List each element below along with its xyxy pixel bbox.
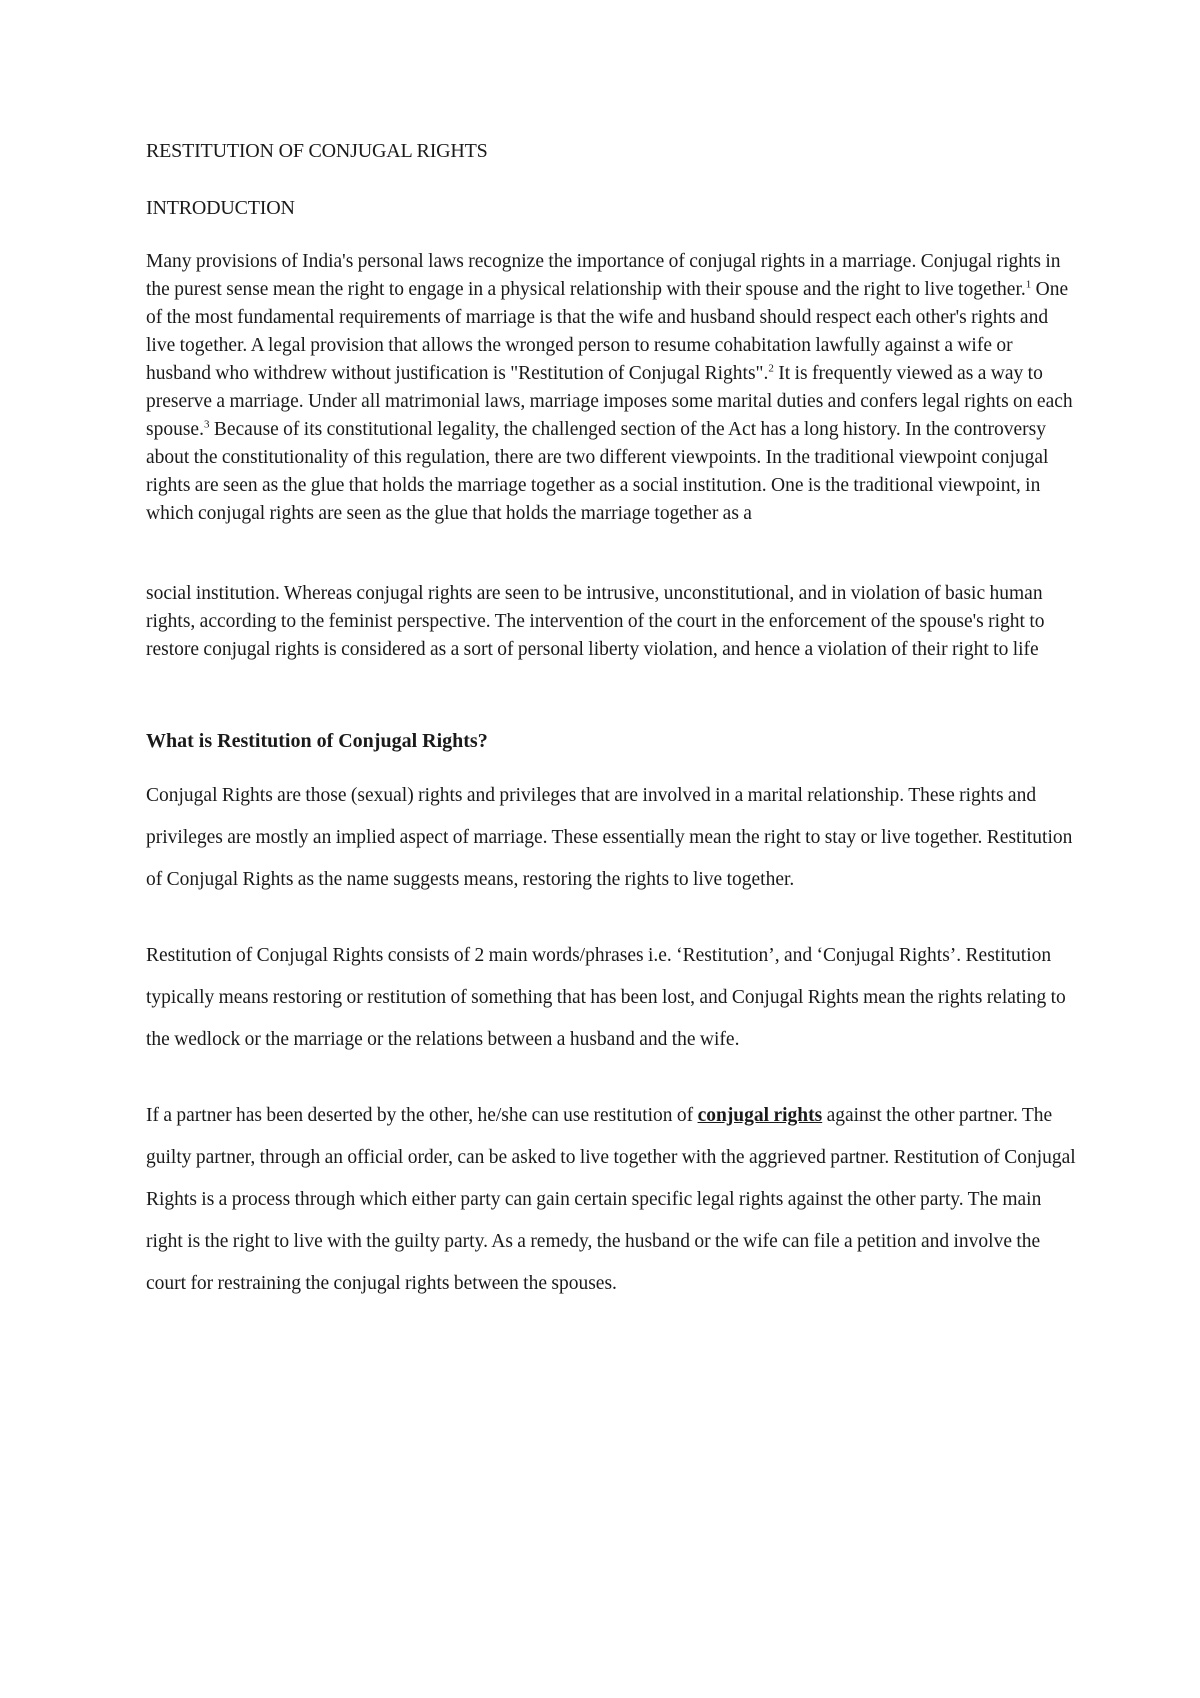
introduction-heading: INTRODUCTION <box>146 197 295 219</box>
document-title: RESTITUTION OF CONJUGAL RIGHTS <box>146 140 488 162</box>
intro-text-2: One of the most fundamental requirements of marriage is that the wife and husband should respect each other's rights and live together. A legal provision that allows the wronged person to resume cohabitation lawfully against a wife or husband who withdrew without justification is "Restitution of Conjugal Rights". <box>146 279 1069 384</box>
deserted-partner-paragraph <box>146 1095 1076 1305</box>
intro-text-3: It is frequently viewed as a way to preserve a marriage. Under all matrimonial laws, marriage imposes some marital duties and confers legal rights on each spouse. <box>146 363 1073 440</box>
intro-text-4: Because of its constitutional legality, the challenged section of the Act has a long history. In the controversy about the constitutionality of this regulation, there are two different viewpoints. In the traditional viewpoint conjugal rights are seen as the glue that holds the marriage together as a social institution. One is the traditional viewpoint, in which conjugal rights are seen as the glue that holds the marriage together as a <box>146 419 1049 524</box>
introduction-paragraph <box>146 248 1076 528</box>
footnote-ref-1[interactable]: 1 <box>1025 278 1032 291</box>
partner-text-before: If a partner has been deserted by the other, he/she can use restitution of <box>146 1105 698 1126</box>
intro-text-1: Many provisions of India's personal laws recognize the importance of conjugal rights in a marriage. Conjugal rights in the purest sense mean the right to engage in a physical relationship with their spouse and the right to live together. <box>146 251 1061 300</box>
partner-text-after: against the other partner. The guilty partner, through an official order, can be asked to live together with the aggrieved partner. Restitution of Conjugal Rights is a process through which either party can gain certain specific legal rights against the other party. The main right is the right to live with the guilty party. As a remedy, the husband or the wife can file a petition and involve the court for restraining the conjugal rights between the spouses. <box>146 1105 1076 1294</box>
document-page <box>146 140 1076 1305</box>
introduction-continued-paragraph: social institution. Whereas conjugal rights are seen to be intrusive, unconstitutional, and in violation of basic human rights, according to the feminist perspective. The intervention of the court in the enforcement of the spouse's right to restore conjugal rights is considered as a sort of personal liberty violation, and hence a violation of their right to life <box>146 583 1045 660</box>
footnote-ref-2[interactable]: 2 <box>768 362 774 375</box>
words-phrases-paragraph: Restitution of Conjugal Rights consists of 2 main words/phrases i.e. ‘Restitution’, and ‘Conjugal Rights’. Restitution typically means restoring or restitution of something that has been lost, and Conjugal Rights mean the rights relating to the wedlock or the marriage or the relations between a husband and the wife. <box>146 945 1066 1050</box>
footnote-ref-3[interactable]: 3 <box>203 418 210 431</box>
section-heading: What is Restitution of Conjugal Rights? <box>146 730 488 752</box>
definition-paragraph: Conjugal Rights are those (sexual) rights and privileges that are involved in a marital relationship. These rights and privileges are mostly an implied aspect of marriage. These essentially mean the right to stay or live together. Restitution of Conjugal Rights as the name suggests means, restoring the rights to live together. <box>146 785 1073 890</box>
conjugal-rights-link[interactable]: conjugal rights <box>697 1105 823 1126</box>
